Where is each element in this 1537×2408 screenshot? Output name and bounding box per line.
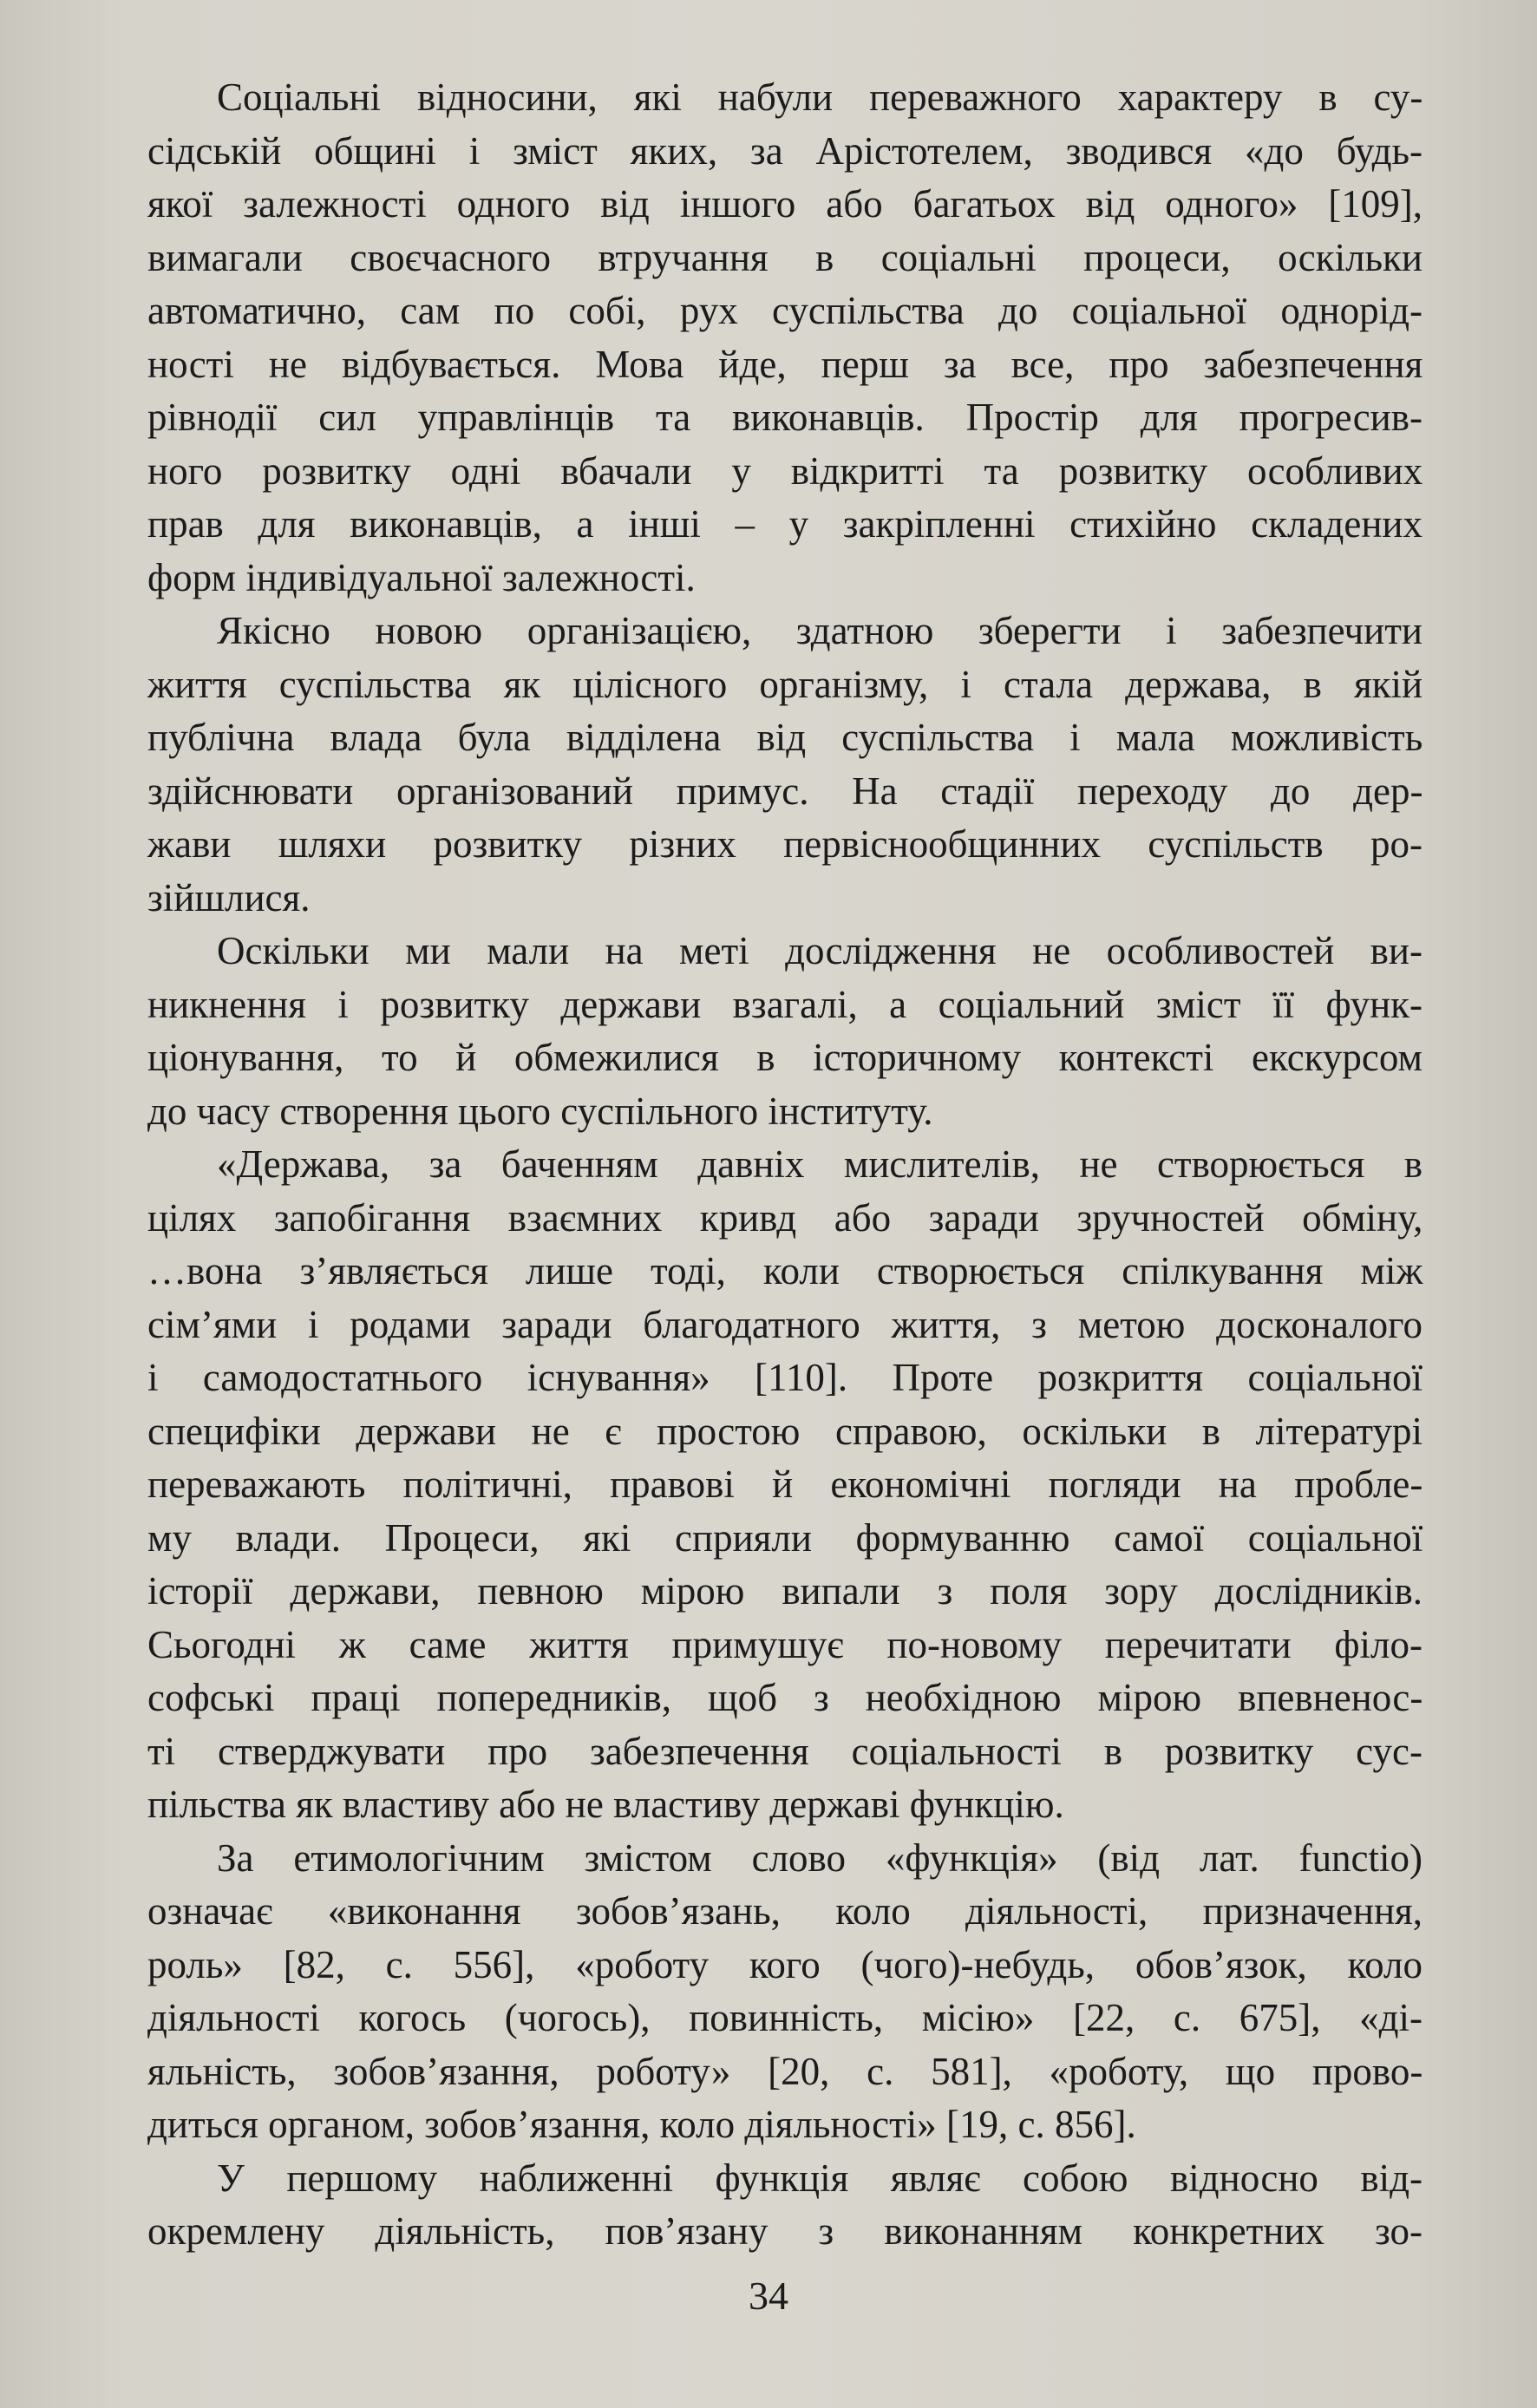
- text-line: діяльності когось (чогось), повинність, місію» [22, с. 675], «ді-: [147, 1996, 1423, 2039]
- text-line: яльність, зобов’язання, роботу» [20, с. 581], «роботу, що прово-: [147, 2049, 1423, 2093]
- paragraph: [147, 2152, 1423, 2259]
- text-line: За етимологічним змістом слово «функція» (від лат. functio): [217, 1835, 1423, 1880]
- text-line: переважають політичні, правові й економічні погляди на пробле-: [147, 1462, 1423, 1506]
- text-line: Якісно новою організацією, здатною зберегти і забезпечити: [217, 609, 1423, 652]
- text-line: публічна влада була відділена від суспільства і мала можливість: [147, 716, 1423, 759]
- text-line: Оскільки ми мали на меті дослідження не особливостей ви-: [217, 929, 1423, 972]
- paragraph: [147, 1138, 1423, 1832]
- text-line: жави шляхи розвитку різних первіснообщинних суспільств ро-: [147, 822, 1423, 866]
- text-line: автоматично, сам по собі, рух суспільства до соціальної однорід-: [147, 289, 1423, 332]
- page-number: 34: [749, 2274, 788, 2318]
- text-line: і самодостатнього існування» [110]. Проте розкриття соціальної: [147, 1356, 1423, 1399]
- text-line: Сьогодні ж саме життя примушує по-новому перечитати філо-: [147, 1622, 1423, 1666]
- text-line: окремлену діяльність, пов’язану з виконанням конкретних зо-: [147, 2209, 1423, 2253]
- text-line: специфіки держави не є простою справою, оскільки в літературі: [147, 1409, 1423, 1453]
- text-line: ті стверджувати про забезпечення соціальності в розвитку сус-: [147, 1729, 1423, 1773]
- text-line: сідській общині і зміст яких, за Арістотелем, зводився «до будь-: [147, 128, 1423, 173]
- text-line: …вона з’являється лише тоді, коли створюється спілкування між: [147, 1249, 1423, 1292]
- body-text: [147, 71, 1423, 2259]
- text-line: Соціальні відносини, які набули переважного характеру в су-: [217, 75, 1423, 119]
- text-line: У першому наближенні функція являє собою відносно від-: [217, 2156, 1423, 2200]
- paragraph: [147, 605, 1423, 925]
- text-line: диться органом, зобов’язання, коло діяльності» [19, с. 856].: [147, 2103, 1136, 2146]
- text-line: сім’ями і родами заради благодатного життя, з метою досконалого: [147, 1302, 1423, 1346]
- text-line: роль» [82, с. 556], «роботу кого (чого)-небудь, обов’язок, коло: [147, 1942, 1423, 1986]
- text-line: цілях запобігання взаємних кривд або заради зручностей обміну,: [147, 1195, 1423, 1240]
- text-line: вимагали своєчасного втручання в соціальні процеси, оскільки: [147, 235, 1423, 279]
- text-line: «Держава, за баченням давніх мислителів, не створюється в: [217, 1142, 1423, 1186]
- text-line: никнення і розвитку держави взагалі, а соціальний зміст її функ-: [147, 982, 1423, 1026]
- text-line: пільства як властиву або не властиву державі функцію.: [147, 1783, 1064, 1826]
- text-line: до часу створення цього суспільного інституту.: [147, 1089, 933, 1133]
- text-line: ного розвитку одні вбачали у відкритті та розвитку особливих: [147, 448, 1423, 493]
- text-line: софські праці попередників, щоб з необхідною мірою впевненос-: [147, 1676, 1423, 1719]
- paragraph: [147, 1832, 1423, 2152]
- text-line: прав для виконавців, а інші – у закріпленні стихійно складених: [147, 502, 1423, 546]
- text-line: ності не відбувається. Мова йде, перш за все, про забезпечення: [147, 342, 1423, 386]
- text-line: здійснювати організований примус. На стадії переходу до дер-: [147, 769, 1423, 813]
- text-line: ціонування, то й обмежилися в історичному контексті екскурсом: [147, 1036, 1423, 1079]
- text-line: історії держави, певною мірою випали з поля зору дослідників.: [147, 1569, 1423, 1613]
- text-line: зійшлися.: [147, 875, 311, 919]
- text-line: му влади. Процеси, які сприяли формуванню самої соціальної: [147, 1515, 1423, 1560]
- text-line: якої залежності одного від іншого або багатьох від одного» [109],: [147, 182, 1423, 226]
- text-line: означає «виконання зобов’язань, коло діяльності, призначення,: [147, 1889, 1423, 1933]
- text-line: форм індивідуальної залежності.: [147, 555, 696, 599]
- text-line: життя суспільства як цілісного організму, і стала держава, в якій: [147, 662, 1423, 706]
- paragraph: [147, 925, 1423, 1138]
- text-line: рівнодії сил управлінців та виконавців. Простір для прогресив-: [147, 396, 1423, 439]
- paragraph: [147, 71, 1423, 605]
